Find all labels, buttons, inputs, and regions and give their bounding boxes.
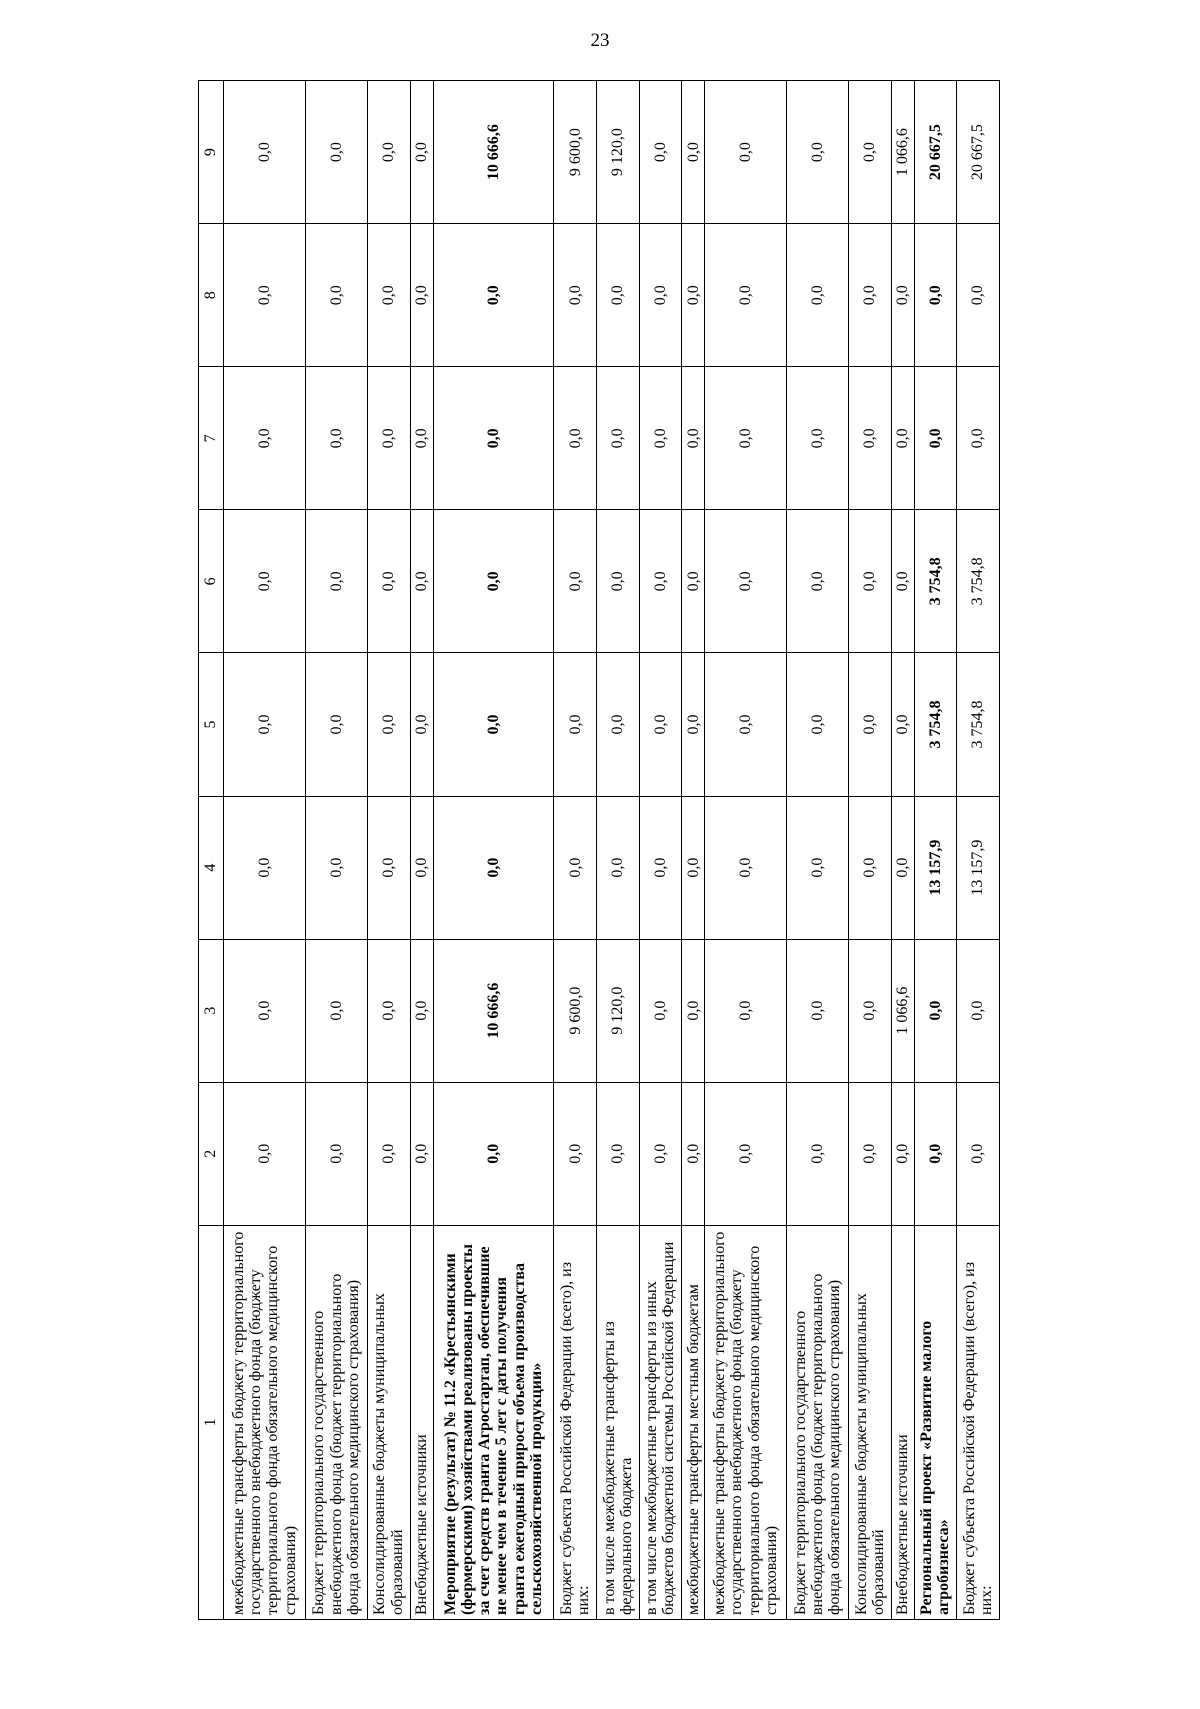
value-cell: 0,0 [849,510,892,653]
column-header-8: 8 [199,224,224,367]
value-cell: 0,0 [705,939,787,1082]
page-number: 23 [590,30,610,51]
value-cell: 0,0 [786,367,848,510]
row-label-cell: Региональный проект «Развитие малого агробизнеса» [914,1225,957,1619]
table-row [705,81,787,1620]
row-label-cell: Бюджет субъекта Российской Федерации (всего), из них: [957,1225,1000,1619]
value-cell: 0,0 [705,224,787,367]
value-cell: 0,0 [849,1082,892,1225]
value-cell: 0,0 [914,224,957,367]
value-cell: 0,0 [305,224,367,367]
column-header-6: 6 [199,510,224,653]
value-cell: 0,0 [891,367,914,510]
value-cell: 0,0 [682,1082,705,1225]
row-label-cell: межбюджетные трансферты бюджету территориального государственного внебюджетного фонда (бюджету территориального фонда обязательного медицинского страхования) [224,1225,306,1619]
value-cell: 3 754,8 [957,653,1000,796]
value-cell: 0,0 [914,367,957,510]
value-cell: 0,0 [786,939,848,1082]
value-cell: 0,0 [597,1082,640,1225]
rotated-table-container [198,80,1000,1620]
value-cell: 0,0 [433,1082,554,1225]
value-cell: 0,0 [639,1082,682,1225]
column-header-5: 5 [199,653,224,796]
value-cell: 0,0 [367,939,410,1082]
value-cell: 0,0 [682,81,705,224]
value-cell: 0,0 [786,510,848,653]
value-cell: 0,0 [786,796,848,939]
value-cell: 0,0 [705,367,787,510]
value-cell: 0,0 [367,510,410,653]
value-cell: 0,0 [849,796,892,939]
table-row [786,81,848,1620]
value-cell: 20 667,5 [914,81,957,224]
value-cell: 0,0 [410,367,433,510]
column-header-1: 1 [199,1225,224,1619]
value-cell: 0,0 [957,367,1000,510]
value-cell: 0,0 [367,796,410,939]
value-cell: 0,0 [410,1082,433,1225]
value-cell: 0,0 [597,367,640,510]
value-cell: 0,0 [224,224,306,367]
value-cell: 1 066,6 [891,939,914,1082]
row-label-cell: в том числе межбюджетные трансферты из федерального бюджета [597,1225,640,1619]
value-cell: 0,0 [224,510,306,653]
table-row [367,81,410,1620]
value-cell: 3 754,8 [957,510,1000,653]
column-header-4: 4 [199,796,224,939]
value-cell: 0,0 [305,653,367,796]
value-cell: 0,0 [410,653,433,796]
value-cell: 3 754,8 [914,510,957,653]
value-cell: 0,0 [849,81,892,224]
value-cell: 0,0 [957,939,1000,1082]
value-cell: 0,0 [705,510,787,653]
value-cell: 0,0 [597,224,640,367]
value-cell: 3 754,8 [914,653,957,796]
row-label-cell: Бюджет территориального государственного внебюджетного фонда (бюджет территориального фонда обязательного медицинского страхования) [305,1225,367,1619]
value-cell: 0,0 [410,796,433,939]
value-cell: 0,0 [305,1082,367,1225]
value-cell: 0,0 [554,796,597,939]
value-cell: 0,0 [639,510,682,653]
value-cell: 0,0 [849,939,892,1082]
value-cell: 0,0 [705,1082,787,1225]
value-cell: 0,0 [891,224,914,367]
value-cell: 0,0 [305,796,367,939]
value-cell: 0,0 [224,796,306,939]
value-cell: 0,0 [639,939,682,1082]
value-cell: 0,0 [367,653,410,796]
value-cell: 0,0 [554,367,597,510]
value-cell: 0,0 [367,1082,410,1225]
value-cell: 0,0 [224,81,306,224]
table-header-row [199,81,224,1620]
value-cell: 0,0 [554,1082,597,1225]
row-label-cell: в том числе межбюджетные трансферты из иных бюджетов бюджетной системы Российской Федерации [639,1225,682,1619]
value-cell: 0,0 [705,81,787,224]
column-header-7: 7 [199,367,224,510]
value-cell: 0,0 [786,224,848,367]
value-cell: 0,0 [639,653,682,796]
value-cell: 13 157,9 [914,796,957,939]
value-cell: 0,0 [682,224,705,367]
value-cell: 0,0 [224,367,306,510]
value-cell: 0,0 [410,939,433,1082]
value-cell: 0,0 [957,1082,1000,1225]
value-cell: 0,0 [891,653,914,796]
value-cell: 0,0 [410,510,433,653]
value-cell: 0,0 [597,510,640,653]
row-label-cell: Консолидированные бюджеты муниципальных образований [367,1225,410,1619]
value-cell: 0,0 [639,81,682,224]
value-cell: 0,0 [891,796,914,939]
row-label-cell: Мероприятие (результат) № 11.2 «Крестьянскими (фермерскими) хозяйствами реализованы проекты за счет средств гранта Агростартап, обеспечившие не менее чем в течение 5 лет с даты получения гранта ежегодный прирост объема производства сельскохозяйственной продукции» [433,1225,554,1619]
value-cell: 0,0 [410,224,433,367]
value-cell: 20 667,5 [957,81,1000,224]
value-cell: 0,0 [849,224,892,367]
value-cell: 0,0 [705,796,787,939]
value-cell: 0,0 [554,510,597,653]
value-cell: 0,0 [682,653,705,796]
table-row [914,81,957,1620]
value-cell: 0,0 [682,510,705,653]
table-row [433,81,554,1620]
value-cell: 0,0 [554,653,597,796]
row-label-cell: Внебюджетные источники [891,1225,914,1619]
value-cell: 0,0 [433,796,554,939]
value-cell: 0,0 [914,1082,957,1225]
table-row [410,81,433,1620]
value-cell: 9 600,0 [554,81,597,224]
value-cell: 0,0 [305,367,367,510]
value-cell: 0,0 [305,939,367,1082]
value-cell: 0,0 [433,510,554,653]
value-cell: 0,0 [786,81,848,224]
value-cell: 0,0 [433,653,554,796]
table-row [305,81,367,1620]
value-cell: 0,0 [433,224,554,367]
column-header-2: 2 [199,1082,224,1225]
value-cell: 1 066,6 [891,81,914,224]
value-cell: 9 600,0 [554,939,597,1082]
value-cell: 0,0 [305,510,367,653]
value-cell: 0,0 [786,1082,848,1225]
value-cell: 0,0 [957,224,1000,367]
row-label-cell: Бюджет субъекта Российской Федерации (всего), из них: [554,1225,597,1619]
value-cell: 0,0 [224,653,306,796]
value-cell: 0,0 [433,367,554,510]
value-cell: 0,0 [639,367,682,510]
value-cell: 9 120,0 [597,939,640,1082]
column-header-3: 3 [199,939,224,1082]
table-row [597,81,640,1620]
value-cell: 0,0 [597,653,640,796]
value-cell: 10 666,6 [433,939,554,1082]
value-cell: 0,0 [705,653,787,796]
table-row [682,81,705,1620]
row-label-cell: Консолидированные бюджеты муниципальных образований [849,1225,892,1619]
value-cell: 0,0 [914,939,957,1082]
row-label-cell: межбюджетные трансферты местным бюджетам [682,1225,705,1619]
value-cell: 0,0 [682,367,705,510]
value-cell: 0,0 [849,653,892,796]
value-cell: 0,0 [554,224,597,367]
table-body [224,81,1000,1620]
value-cell: 0,0 [849,367,892,510]
table-row [224,81,306,1620]
value-cell: 0,0 [639,796,682,939]
table-row [891,81,914,1620]
value-cell: 0,0 [367,367,410,510]
row-label-cell: межбюджетные трансферты бюджету территориального государственного внебюджетного фонда (бюджету территориального фонда обязательного медицинского страхования) [705,1225,787,1619]
table-row [639,81,682,1620]
value-cell: 0,0 [367,224,410,367]
row-label-cell: Бюджет территориального государственного внебюджетного фонда (бюджет территориального фонда обязательного медицинского страхования) [786,1225,848,1619]
budget-table [198,80,1000,1620]
table-row [554,81,597,1620]
value-cell: 0,0 [639,224,682,367]
value-cell: 0,0 [891,1082,914,1225]
table-row [957,81,1000,1620]
value-cell: 0,0 [224,939,306,1082]
value-cell: 0,0 [410,81,433,224]
value-cell: 0,0 [682,796,705,939]
value-cell: 0,0 [305,81,367,224]
value-cell: 9 120,0 [597,81,640,224]
value-cell: 0,0 [786,653,848,796]
column-header-9: 9 [199,81,224,224]
row-label-cell: Внебюджетные источники [410,1225,433,1619]
value-cell: 0,0 [367,81,410,224]
value-cell: 0,0 [682,939,705,1082]
value-cell: 0,0 [597,796,640,939]
value-cell: 13 157,9 [957,796,1000,939]
value-cell: 0,0 [891,510,914,653]
value-cell: 0,0 [224,1082,306,1225]
table-row [849,81,892,1620]
value-cell: 10 666,6 [433,81,554,224]
